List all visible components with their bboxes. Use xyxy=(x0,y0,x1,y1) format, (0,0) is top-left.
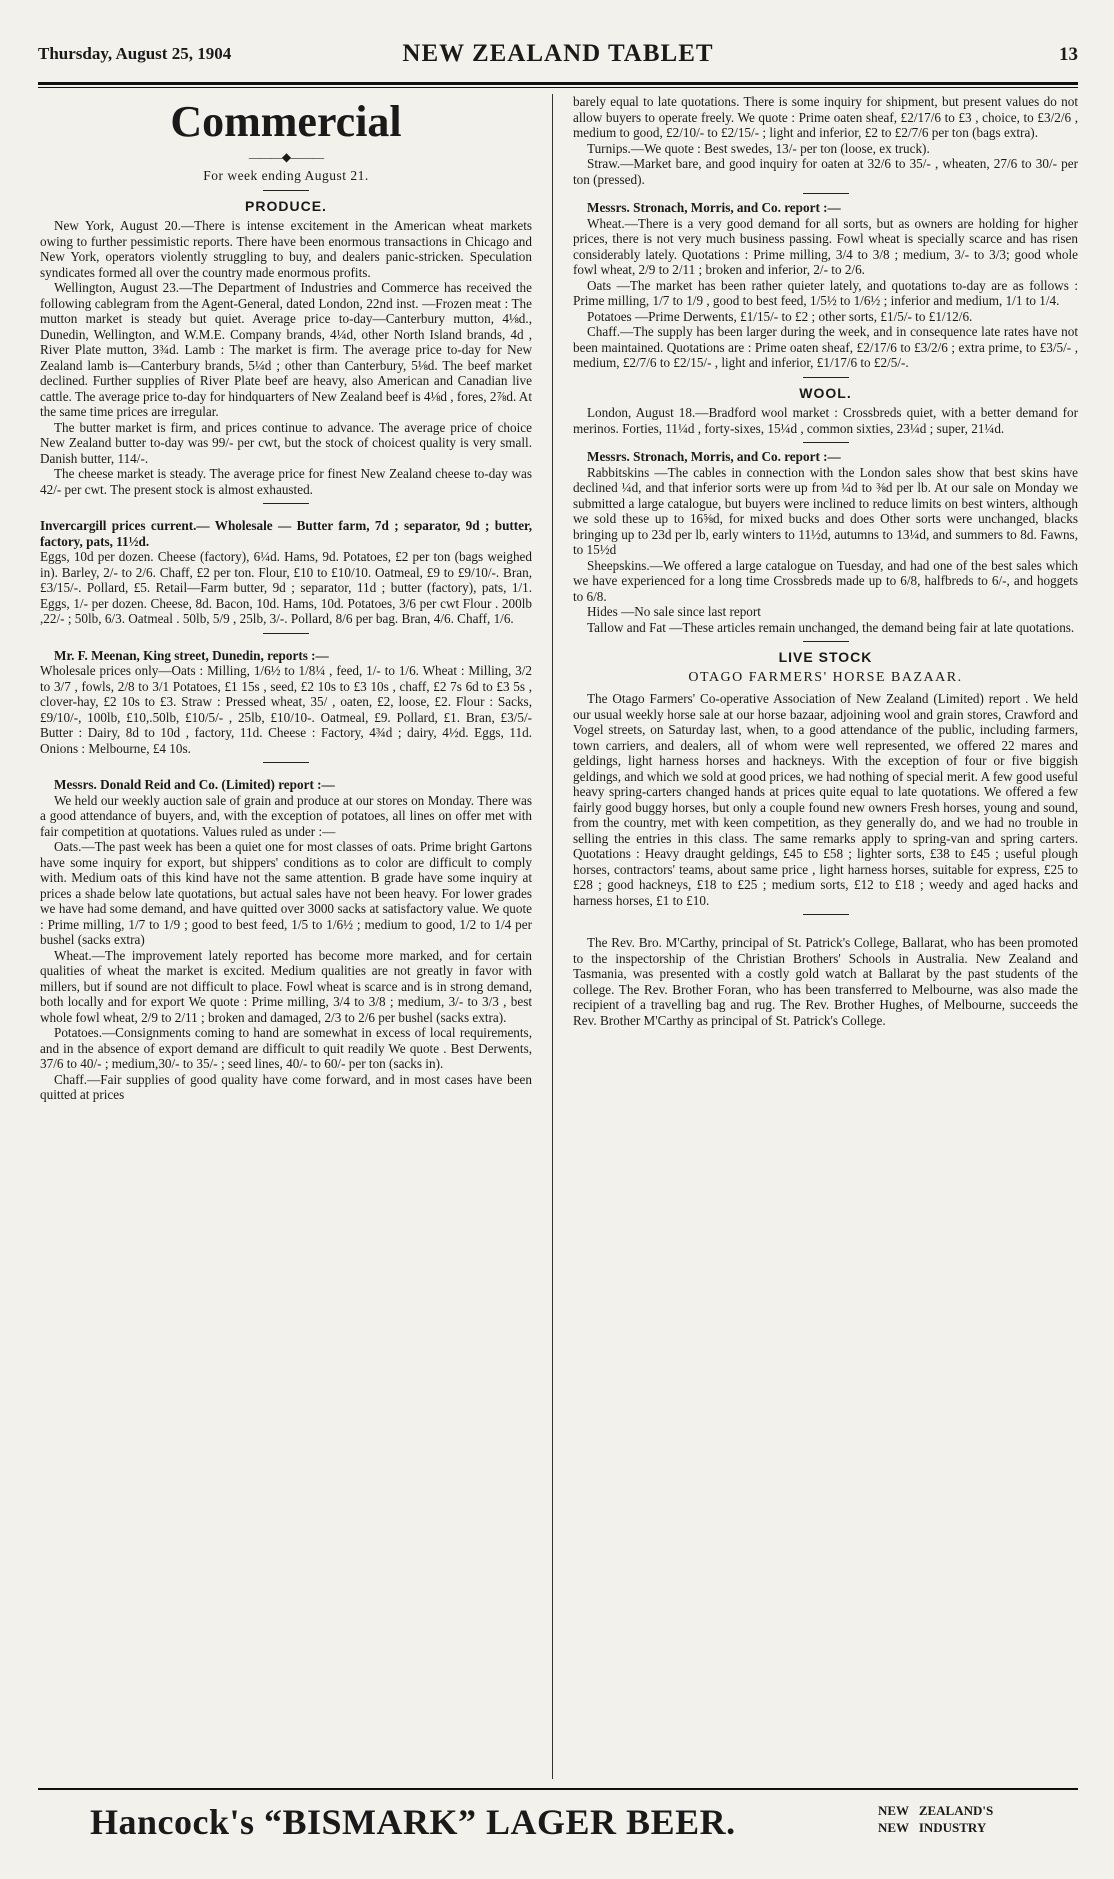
short-rule xyxy=(803,641,849,642)
stronach-wheat: Wheat.—There is a very good demand for all sorts, but as owners are holding for higher prices, there is not very much business passing. Fowl wheat is specially scarce and has risen considerably lately. Quotations : Prime milling, 3/4 to 3/8 ; medium, 3/- to 3/3; good whole fowl wheat, 2/9 to 2/11 ; broken and inferior, 2/- to 2/6. xyxy=(573,215,1078,277)
column-divider xyxy=(552,94,553,1779)
sheepskins-paragraph: Sheepskins.—We offered a large catalogue on Tuesday, and had one of the best sales which we have experienced for a long time Crossbreds made up to 6/8, halfbreds to 6/-, and hoggets to 6/8. xyxy=(573,557,1078,604)
wool-paragraph: London, August 18.—Bradford wool market : Crossbreds quiet, with a better demand for merinos. Forties, 11¼d , forty-sixes, 15¼d , common sixties, 23¼d ; super, 21¼d. xyxy=(573,405,1078,436)
reid-lead: Messrs. Donald Reid and Co. (Limited) report :— xyxy=(54,777,335,792)
live-stock-paragraph: The Otago Farmers' Co-operative Association of New Zealand (Limited) report . We held our usual weekly horse sale at our horse bazaar, adjoining wool and grain stores, Crawford and Vogel streets, on Saturday last, when, to a good attendance of the public, including farmers, town carriers, and dealers, all of whom were well represented, we offered 22 mares and geldings, light harness horses and hackneys. With the exception of four or five biggish geldings, and which we sold at good prices, we had nothing of special merit. A few good useful heavy spring-carters changed hands at prices quite equal to late quotations. We offered a few fairly good buggy horses, but only a couple found new owners Fresh horses, young and sound, from the country, met with keen competition, as they generally do, and we had no trouble in selling the entries in this class. The same remarks apply to spring-van and spring carters. Quotations : Heavy draught geldings, £45 to £58 ; lighter sorts, £38 to £45 ; useful plough horses, contractors' teams, about same price , light harness horses, suitable for express, £25 to £28 ; good hackneys, £18 to £25 ; medium sorts, £12 to £18 ; weedy and aged hacks and harness horses, £1 to £10. xyxy=(573,691,1078,908)
tagline-new: NEW xyxy=(878,1820,910,1835)
tagline-industry: INDUSTRY xyxy=(918,1820,987,1835)
chaff-continued: barely equal to late quotations. There is some inquiry for shipment, but present values do not allow buyers to operate freely. We quote : Prime oaten sheaf, £2/17/6 to £3 , choice, to £3/2/6 , medium to good, £2/10/- to £2/15/- ; light and inferior, £2 to £2/7/6 per ton (bags extra). xyxy=(573,94,1078,140)
turnips-paragraph: Turnips.—We quote : Best swedes, 13/- per ton (loose, ex truck). xyxy=(587,140,930,156)
rabbitskins-paragraph: Rabbitskins —The cables in connection with the London sales show that best skins have declined ¼d, and that inferior sorts were up from ¼d to ⅜d per lb. At our sale on Monday we submitted a large catalogue, but buyers were inclined to reduce limits on best winters, although we sold these up to 16⅝d, for mixed bucks and does Other sorts were unchanged, blacks bringing up to 23d per lb, early winters to 11½d, autumns to 13¼d, and summers to 8d. Fawns, to 15½d xyxy=(573,464,1078,557)
short-rule xyxy=(263,633,309,634)
produce-paragraph: New York, August 20.—There is intense excitement in the American wheat markets owing to further pessimistic reports. There have been enormous transactions in Chicago and New York, operators violently struggling to buy, and dealers panic-stricken. Speculation syndicates formed all over the country made enormous profits. xyxy=(40,218,532,280)
horse-bazaar-subheading: OTAGO FARMERS' HORSE BAZAAR. xyxy=(688,669,963,685)
short-rule xyxy=(263,762,309,763)
left-column xyxy=(40,94,532,1103)
produce-paragraph: The cheese market is steady. The average price for finest New Zealand cheese to-day was 42/- per cwt. The present stock is almost exhausted. xyxy=(40,466,532,497)
short-rule xyxy=(803,442,849,443)
produce-paragraph: Wellington, August 23.—The Department of Industries and Commerce has received the following cablegram from the Agent-General, dated London, 22nd inst. —Frozen meat : The mutton market is steady but quiet. Average price to-day—Canterbury mutton, 4⅛d., Dunedin, Wellington, and W.M.E. Company brands, 4¼d, other North Island brands, 4d , River Plate mutton, 3¾d. Lamb : The market is firm. The average price to-day for New Zealand lamb is—Canterbury brands, 5¼d ; other than Canterbury, 5⅛d. The beef market declined. Further supplies of River Plate beef are heavy, also American and Canadian live cattle. The average price to-day for hindquarters of New Zealand beef is 4⅛d , fores, 2⅞d. At the same time prices are irregular. xyxy=(40,280,532,419)
advertisement-tagline xyxy=(878,1802,993,1836)
stronach-oats: Oats —The market has been rather quieter lately, and quotations to-day are as follows : Prime milling, 1/7 to 1/9 , good to best feed, 1/5½ to 1/6½ ; inferior and medium, 1/1 to 1/4. xyxy=(573,277,1078,308)
beer-advertisement: Hancock's “BISMARK” LAGER BEER. xyxy=(90,1802,736,1842)
mccarthy-paragraph: The Rev. Bro. M'Carthy, principal of St. Patrick's College, Ballarat, who has been promoted to the inspectorship of the Christian Brothers' Schools in Australia. New Zealand and Tasmania, was presented with a costly gold watch at Ballarat by the past students of the college. The Rev. Brother Foran, who has been transferred to Melbourne, was also made the recipient of a travelling bag and rug. The Rev. Brother Hughes, of Melbourne, succeeds the Rev. Brother M'Carthy as principal of St. Patrick's College. xyxy=(573,935,1078,1028)
short-rule xyxy=(803,377,849,378)
meenan-body: Wholesale prices only—Oats : Milling, 1/6½ to 1/8¼ , feed, 1/- to 1/6. Wheat : Milling, 3/2 to 3/7 , fowls, 2/8 to 3/1 Potatoes, £1 15s , seed, £2 10s to £3 10s , chaff, £2 7s 6d to £3 5s , clover-hay, £2 10s to £3. Straw : Pressed wheat, 35/ , oaten, £2, loose, £2. Flour : Sacks, £9/10/-, 100lb, £10,.50lb, £10/5/- , 25lb, £10/10-. Oatmeal, £9. Pollard, £1. Bran, £3/5/- Butter : Dairy, 8d to 10d , factory, 11d. Cheese : Factory, 4¾d ; dairy, 4½d. Eggs, 11d. Onions : Melbourne, £4 10s. xyxy=(40,663,532,756)
hides-paragraph: Hides —No sale since last report xyxy=(587,604,761,619)
stronach-report-lead: Messrs. Stronach, Morris, and Co. report :— xyxy=(587,449,841,464)
produce-paragraph: The butter market is firm, and prices continue to advance. The average price of choice New Zealand butter to-day was 99/- per cwt, but the stock of choicest quality is very small. Danish butter, 114/-. xyxy=(40,419,532,466)
invercargill-lead: Invercargill prices current.— Wholesale — Butter farm, 7d ; separator, 9d ; butter, factory, pats, 11½d. xyxy=(40,518,532,549)
invercargill-body: Eggs, 10d per dozen. Cheese (factory), 6¼d. Hams, 9d. Potatoes, £2 per ton (bags weighed in). Barley, 2/- to 2/6. Chaff, £2 per ton. Flour, £10 to £10/10. Oatmeal, £9 to £9/10/-. Bran, £3/15/-. Pollard, £5. Retail—Farm butter, 9d ; separator, 11d ; butter (factory), pats, 1/1. Eggs, 1/- per dozen. Cheese, 8d. Bacon, 10d. Hams, 10d. Potatoes, 3/6 per cwt Flour . 200lb ,22/- ; 50lb, 6/3. Oatmeal . 50lb, 5/9 , 25lb, 3/-. Pollard, 8/6 per bag. Bran, 4/6. Chaff, 1/6. xyxy=(40,549,532,626)
reid-oats: Oats.—The past week has been a quiet one for most classes of oats. Prime bright Gartons have some inquiry for export, but shippers' conditions as to color are difficult to comply with. Medium oats of this kind have not the same attention. B grade have some inquiry at prices a shade below late quotations, but actual sales have not been heavy. For lower grades we have had some demand, and have quitted over 3000 sacks at satisfactory value. We quote : Prime milling, 1/7 to 1/9 ; good to best feed, 1/5 to 1/6½ ; medium to good, 1/2 to 1/4 per bushel (sacks extra) xyxy=(40,839,532,947)
newspaper-title: NEW ZEALAND TABLET xyxy=(402,40,714,67)
reid-potatoes: Potatoes.—Consignments coming to hand are somewhat in excess of local requirements, and in the absence of export demand are difficult to quit readily We quote . Best Derwents, 37/6 to 40/- ; medium,30/- to 35/- ; seed lines, 40/- to 60/- per ton (sacks in). xyxy=(40,1025,532,1071)
masthead-rule-thin xyxy=(38,87,1078,88)
short-rule xyxy=(263,190,309,191)
footer-advertisement xyxy=(38,1800,1078,1860)
tallow-paragraph: Tallow and Fat —These articles remain unchanged, the demand being fair at late quotations. xyxy=(587,619,1075,635)
right-column xyxy=(573,94,1078,1028)
straw-paragraph: Straw.—Market bare, and good inquiry for oaten at 32/6 to 35/- , wheaten, 27/6 to 30/- per ton (pressed). xyxy=(573,156,1078,187)
stronach-potatoes: Potatoes —Prime Derwents, £1/15/- to £2 ; other sorts, £1/5/- to £1/12/6. xyxy=(587,308,973,324)
reid-chaff: Chaff.—Fair supplies of good quality have come forward, and in most cases have been quitted at prices xyxy=(40,1071,532,1102)
stronach-report-lead: Messrs. Stronach, Morris, and Co. report :— xyxy=(587,200,841,215)
footer-rule xyxy=(38,1788,1078,1790)
tagline-zealands: ZEALAND'S xyxy=(918,1803,994,1818)
masthead-rule xyxy=(38,82,1078,85)
short-rule xyxy=(803,193,849,194)
reid-paragraph: We held our weekly auction sale of grain and produce at our stores on Monday. There was a good attendance of buyers, and, with the exception of potatoes, all lines on offer met with fair competition at quotations. Values ruled as under :— xyxy=(40,792,532,839)
tagline-new: NEW xyxy=(878,1803,910,1818)
reid-wheat: Wheat.—The improvement lately reported has become more marked, and for certain qualities of wheat the market is excited. Medium qualities are not greatly in favor with millers, but if sound are not difficult to place. Fowl wheat is scarce and is in strong demand, both locally and for export We quote : Prime milling, 3/4 to 3/8 ; medium, 3/- to 3/3 , best whole fowl wheat, 2/9 to 2/11 ; broken and damaged, 2/3 to 2/6 per bushel (sacks extra). xyxy=(40,947,532,1025)
produce-heading: PRODUCE. xyxy=(245,197,327,214)
ornament-divider: ———◆——— xyxy=(248,150,324,164)
meenan-lead: Mr. F. Meenan, King street, Dunedin, reports :— xyxy=(54,647,329,663)
masthead xyxy=(38,40,1078,80)
week-ending-line: For week ending August 21. xyxy=(203,168,369,183)
wool-heading: WOOL. xyxy=(799,384,852,401)
stronach-chaff: Chaff.—The supply has been larger during the week, and in consequence late rates have not been maintained. Quotations are : Prime oaten sheaf, £2/17/6 to £3/2/6 ; extra prime, to £3/5/- , medium, £2/7/6 to £2/15/- , light and inferior, £1/17/6 to £2/5/-. xyxy=(573,324,1078,370)
live-stock-heading: LIVE STOCK xyxy=(778,649,873,665)
short-rule xyxy=(803,914,849,915)
short-rule xyxy=(263,503,309,504)
page-number: 13 xyxy=(1059,44,1078,65)
issue-date: Thursday, August 25, 1904 xyxy=(38,44,232,63)
section-heading-commercial: Commercial xyxy=(170,97,402,146)
